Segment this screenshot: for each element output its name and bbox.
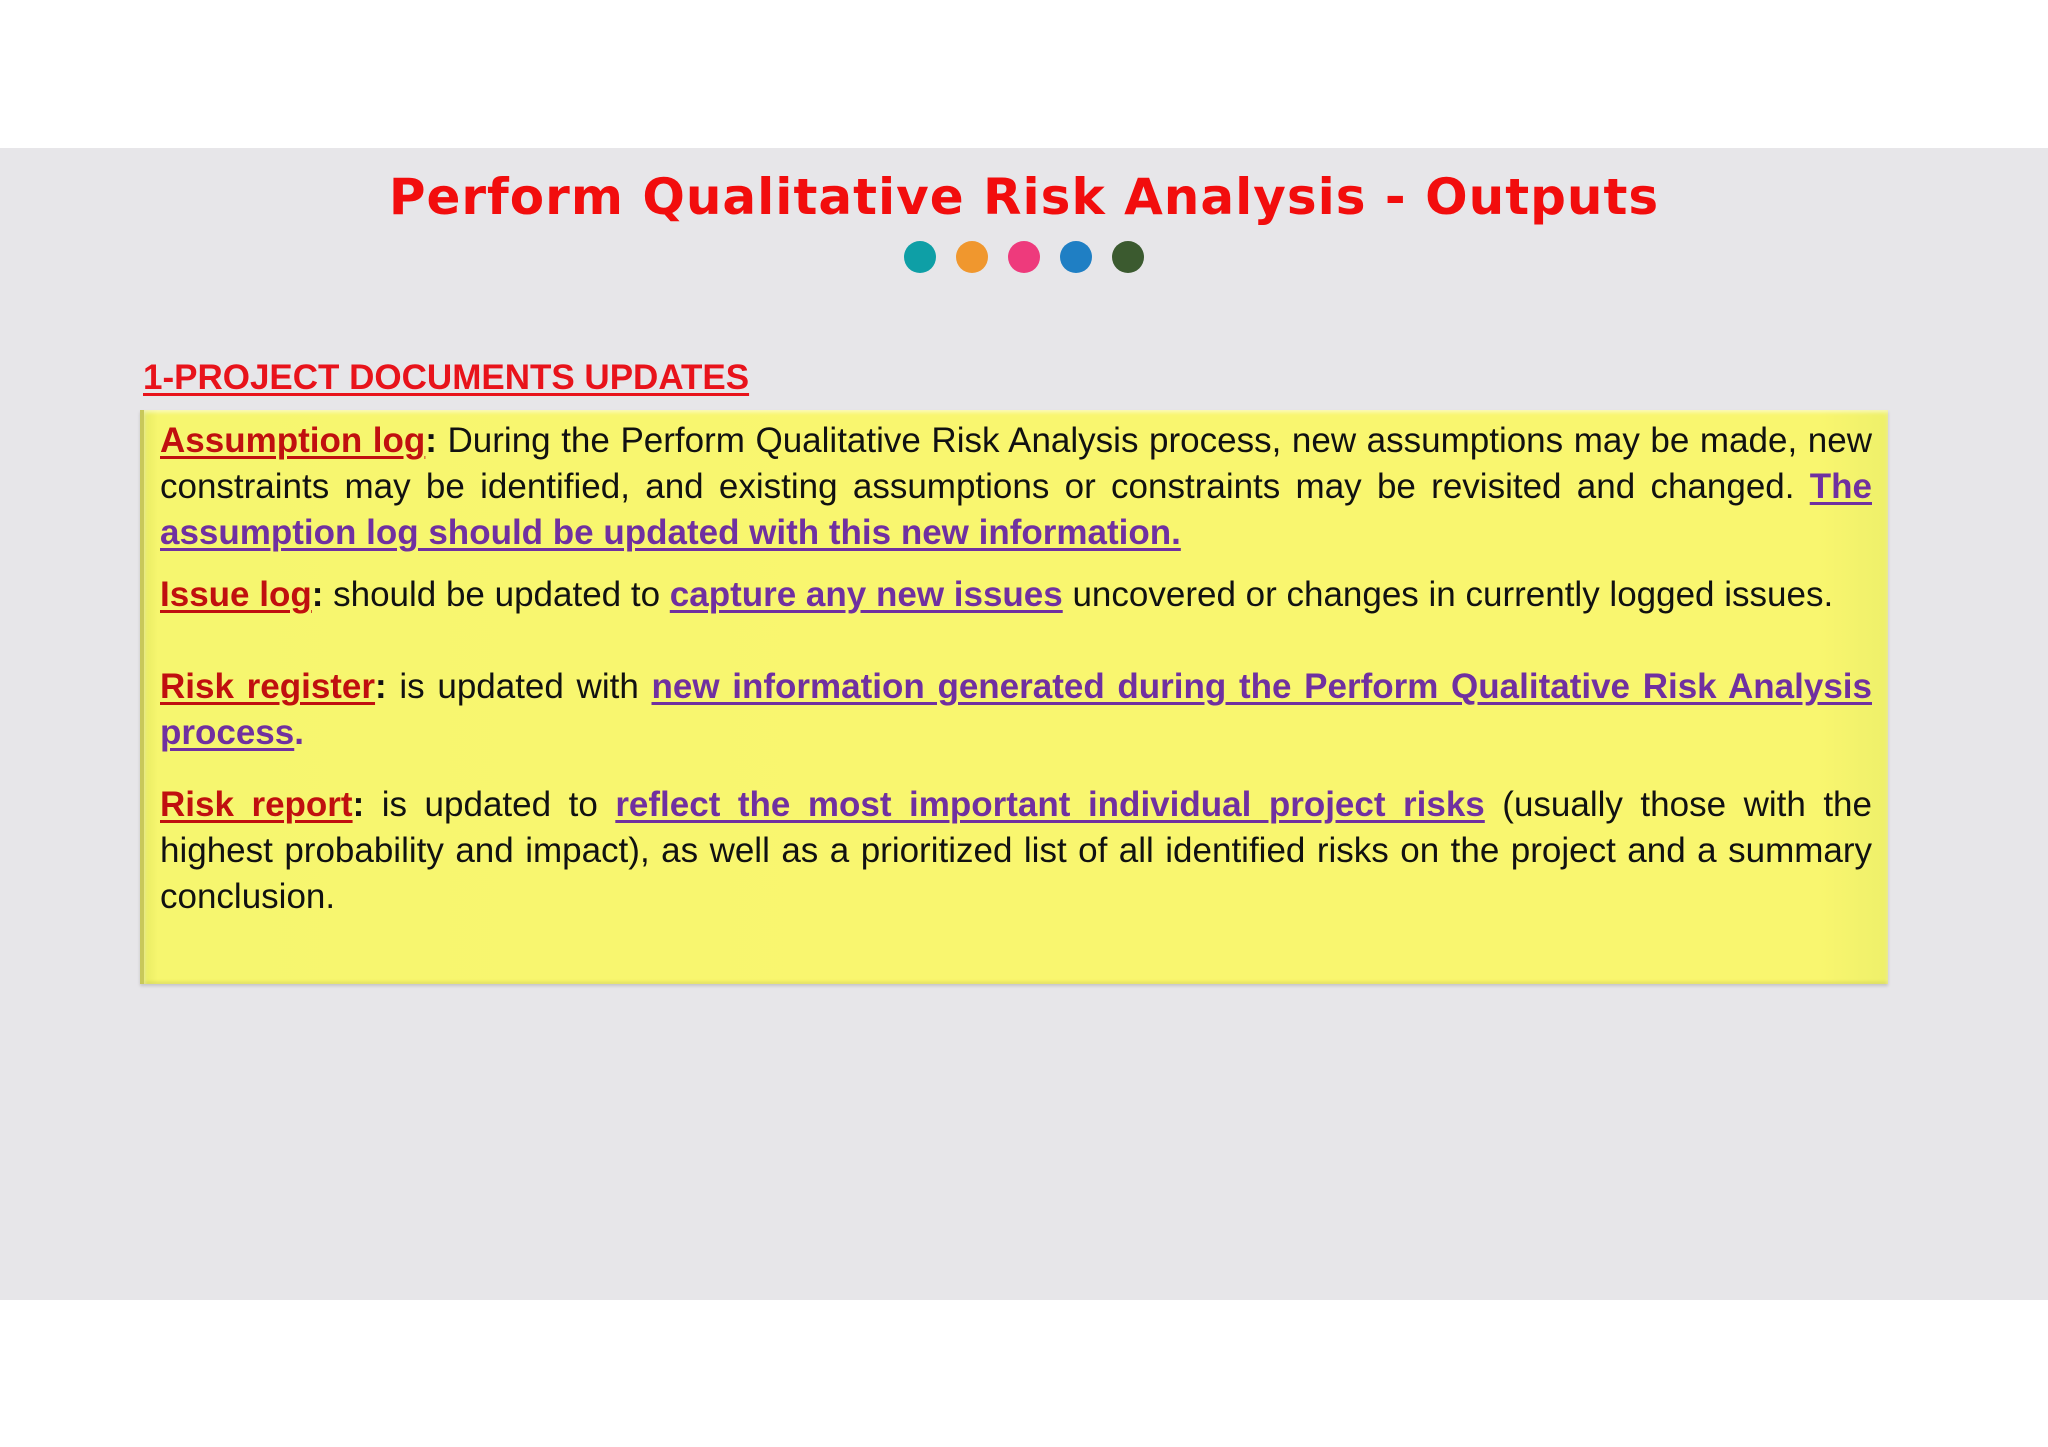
blue-dot — [1060, 241, 1092, 273]
risk-report-term: Risk report — [160, 785, 353, 824]
slide-title: Perform Qualitative Risk Analysis - Outputs — [388, 168, 1660, 226]
term-colon: : — [311, 575, 324, 614]
term-colon: : — [425, 421, 437, 460]
paragraph-text: During the Perform Qualitative Risk Analysis process, new assumptions may be made, new constraints may be identified, and existing assumptions or constraints may be revisited and changed. — [160, 421, 1872, 506]
decorative-dots — [0, 241, 2048, 273]
dark-green-dot — [1112, 241, 1144, 273]
highlight-text: capture any new issues — [669, 575, 1063, 614]
pink-dot — [1008, 241, 1040, 273]
assumption-log-paragraph — [160, 418, 1872, 556]
term-colon: : — [375, 667, 387, 706]
highlight-text: new information generated during the Perform Qualitative Risk Analysis process — [160, 667, 1872, 752]
slide — [0, 148, 2048, 1300]
paragraph-text: should be updated to — [323, 575, 670, 614]
teal-dot — [904, 241, 936, 273]
paragraph-text-after: . — [294, 713, 304, 752]
issue-log-paragraph — [160, 572, 1872, 618]
risk-register-paragraph — [160, 664, 1872, 756]
orange-dot — [956, 241, 988, 273]
risk-report-paragraph — [160, 782, 1872, 920]
risk-register-term: Risk register — [160, 667, 376, 706]
highlight-text: The assumption log should be updated with this new information. — [160, 467, 1872, 552]
issue-log-term: Issue log — [160, 575, 312, 614]
updates-content-box — [140, 410, 1888, 984]
assumption-log-term: Assumption log — [160, 421, 426, 460]
section-heading: 1-PROJECT DOCUMENTS UPDATES — [143, 358, 750, 397]
paragraph-text-after: uncovered or changes in currently logged issues. — [1062, 575, 1834, 614]
paragraph-text: is updated to — [364, 785, 616, 824]
paragraph-text-after: (usually those with the highest probability and impact), as well as a prioritized list of all identified risks on the project and a summary conclusion. — [160, 785, 1872, 916]
paragraph-text: is updated with — [386, 667, 652, 706]
term-colon: : — [352, 785, 365, 824]
highlight-text: reflect the most important individual project risks — [615, 785, 1485, 824]
